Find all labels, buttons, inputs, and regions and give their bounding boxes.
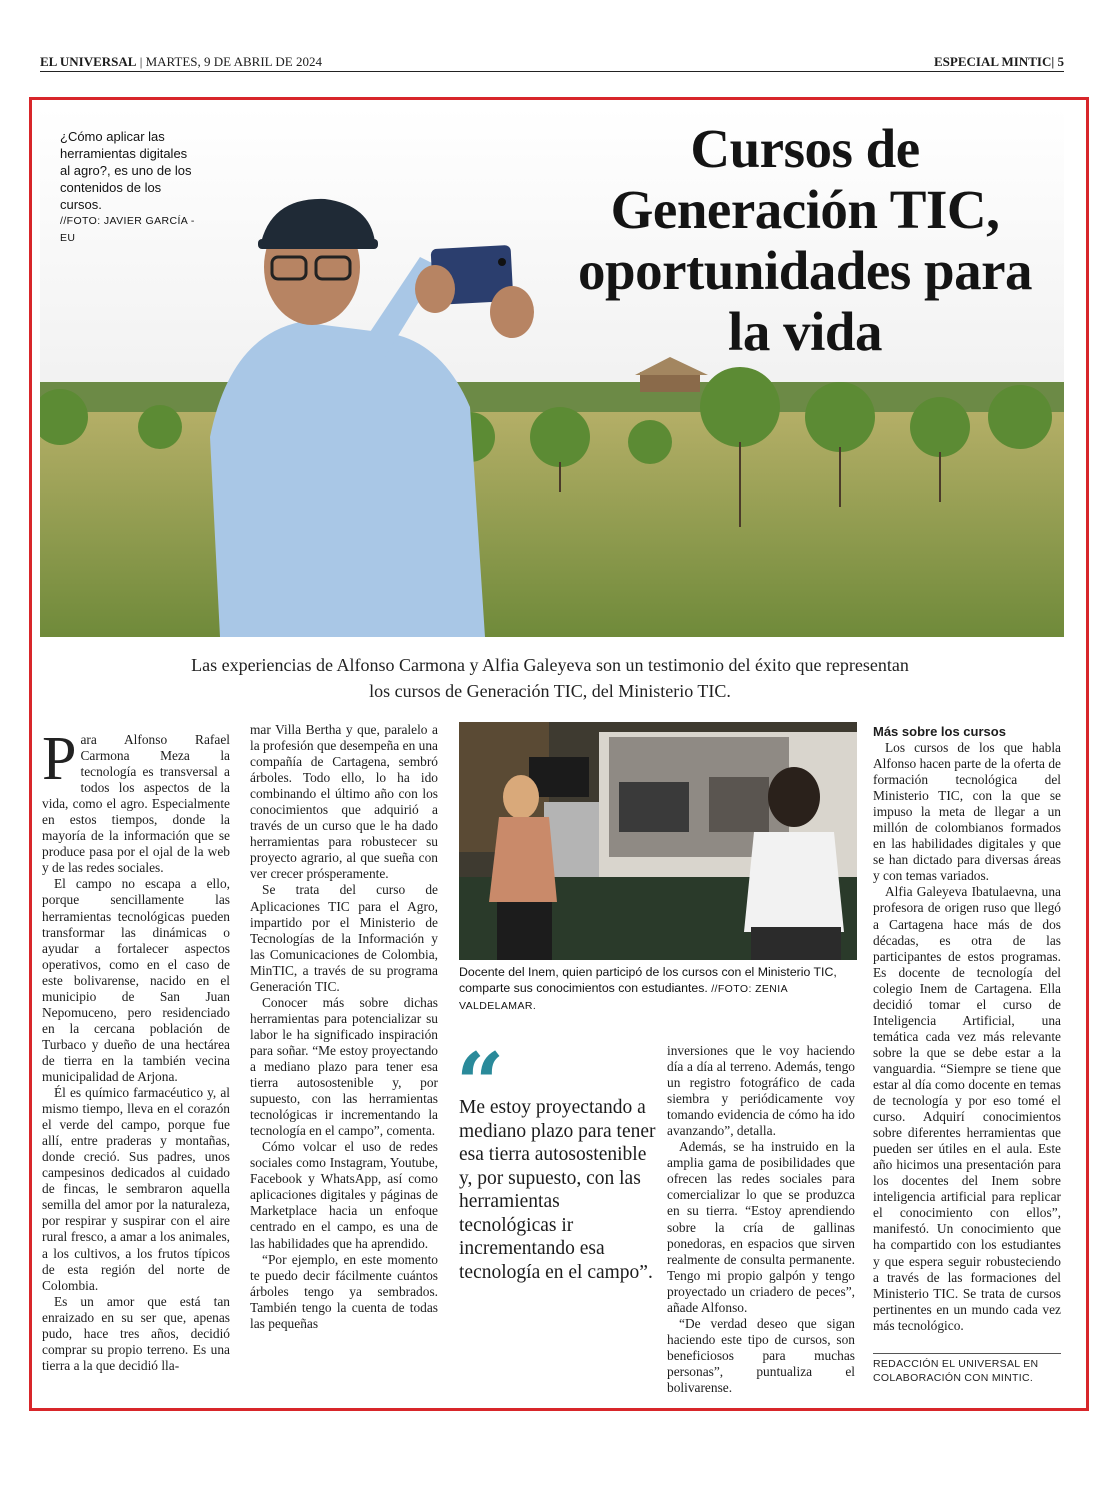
paragraph: inversiones que le voy haciendo día a día al terreno. Además, tengo un registro fotográfico de cada siembra y periódicamente voy tomando evidencia de cómo ha ido avanzando”, detalla. — [667, 1043, 855, 1139]
masthead-right: ESPECIAL MINTIC| 5 — [933, 54, 1064, 69]
hero-credit: //FOTO: JAVIER GARCÍA - EU — [60, 215, 195, 244]
paper-name: EL UNIVERSAL — [40, 54, 137, 69]
hero-caption-text: ¿Cómo aplicar las herramientas digitales al agro?, es uno de los contenidos de los cursos. — [60, 129, 192, 212]
body-column-2 — [250, 722, 438, 1332]
paragraph: Alfia Galeyeva Ibatulaevna, una profesora de origen ruso que llegó a Cartagena hace más de dos décadas, es otra de las participantes de estos programas. Es docente de tecnología del colegio Inem de Cartagena. Ella decidió tomar el curso de Inteligencia Artificial, una temática cada vez más relevante sobre la que se debe estar a la vanguardia. “Siempre se tiene que estar al día como docente en temas de tecnología y por eso tomé el curso. Adquirí conocimientos sobre diferentes herramientas que pueden ser útiles en el aula. Este año hicimos una presentación para los docentes del Inem sobre inteligencia artificial para replicar el conocimiento con ellos”, manifestó. Un conocimiento que ha compartido con los estudiantes y que espera seguir robusteciendo a través de las formaciones del Ministerio TIC. Se trata de cursos pertinentes en un mundo cada vez más tecnológico. — [873, 884, 1061, 1333]
page-number: 5 — [1057, 54, 1064, 69]
quote-mark: “ — [456, 1034, 505, 1133]
pull-quote: Me estoy proyectando a mediano plazo para tener esa tierra autosostenible y, por supuesto, con las herramientas tecnológicas ir incrementando esa tecnología en el campo”. — [459, 1097, 656, 1283]
paragraph: Es un amor que está tan enraizado en su ser que, apenas pudo, hace tres años, decidió comprar su propio terreno. Es una tierra a la que decidió lla- — [42, 1293, 230, 1373]
issue-date: MARTES, 9 DE ABRIL DE 2024 — [145, 54, 322, 69]
body-column-3 — [667, 1043, 855, 1396]
classroom-caption — [459, 964, 859, 1014]
paragraph: Los cursos de los que habla Alfonso hacen parte de la oferta de formación tecnológica del Ministerio TIC, con la que se impuso la meta de llegar a un millón de colombianos formados en las habilidades digitales y que se han dictado para diversas áreas y con temas variados. — [873, 740, 1061, 884]
classroom-caption-text: Docente del Inem, quien participó de los cursos con el Ministerio TIC, comparte sus conocimientos con estudiantes. — [459, 965, 837, 995]
paragraph: “Por ejemplo, en este momento te puedo decir fácilmente cuántos árboles tengo ya sembrados. También tengo la cuenta de todas las pequeñas — [250, 1251, 438, 1331]
masthead-left: EL UNIVERSAL | MARTES, 9 DE ABRIL DE 2024 — [40, 54, 322, 69]
hero-caption — [60, 128, 195, 247]
body-column-1 — [42, 725, 230, 1374]
drop-cap: P — [42, 725, 77, 793]
paragraph: “De verdad deseo que sigan haciendo este tipo de cursos, son beneficiosos para muchas personas”, puntualiza el bolivarense. — [667, 1315, 855, 1395]
paragraph: ara Alfonso Rafael Carmona Meza la tecnología es transversal a todos los aspectos de la vida, como el agro. Especialmente en estos tiempos, donde la mayoría de la información que se produce pasa por el ojal de la web y de las redes sociales. — [42, 732, 230, 876]
body-column-4 — [873, 740, 1061, 1334]
paragraph: Cómo volcar el uso de redes sociales como Instagram, Youtube, Facebook y WhatsApp, así como aplicaciones digitales y páginas de Marketplace hacia un enfoque centrado en el campo, es una de las habilidades que ha aprendido. — [250, 1139, 438, 1251]
sidebar-heading: Más sobre los cursos — [873, 724, 1006, 739]
masthead — [40, 52, 1064, 72]
classroom-credit: //FOTO: ZENIA VALDELAMAR. — [459, 983, 788, 1012]
paragraph: Además, se ha instruido en la amplia gama de posibilidades que ofrecen las redes sociales para comercializar lo que se produzca en su tierra. “Estoy aprendiendo sobre la cría de gallinas ponedoras, en espacios que sirven realmente de consulta permanente. Tengo mi propio galpón y tengo proyectado un criadero de peces”, añade Alfonso. — [667, 1139, 855, 1315]
classroom-photo — [459, 722, 857, 960]
section-name: ESPECIAL MINTIC — [933, 54, 1052, 69]
byline: REDACCIÓN EL UNIVERSAL EN COLABORACIÓN CON MINTIC. — [873, 1353, 1061, 1385]
paragraph: mar Villa Bertha y que, paralelo a la profesión que desempeña en una compañía de Cartagena, sembró árboles. Todo ello, lo ha ido combinando el último año con los conocimientos que adquirió a través de un curso que le ha dado herramientas para robustecer su proyecto agrario, al que sueña con ver crecer prósperamente. — [250, 722, 438, 882]
headline: Cursos de Generación TIC, oportunidades para la vida — [577, 118, 1032, 362]
paragraph: Él es químico farmacéutico y, al mismo tiempo, lleva en el corazón el verde del campo, porque fue allí, entre praderas y montañas, donde creció. Sus padres, unos campesinos dedicados al cuidado de fincas, le sembraron aquella semilla del amor por la naturaleza, por respirar y suspirar con el aire rural fresco, a amar a los animales, a los cultivos, a los frutos típicos de esta región del norte de Colombia. — [42, 1085, 230, 1293]
deck: Las experiencias de Alfonso Carmona y Alfia Galeyeva son un testimonio del éxito que representan los cursos de Generación TIC, del Ministerio TIC. — [191, 655, 909, 701]
paragraph: El campo no escapa a ello, porque sencillamente las herramientas tecnológicas pueden transformar las dinámicas o ayudar a fortalecer aspectos operativos, como en el caso de este bolivarense, nacido en el municipio de San Juan Nepomuceno, pero residenciado en la cercana población de Turbaco y dueño de una hectárea de tierra en la también vecina municipalidad de Arjona. — [42, 876, 230, 1084]
paragraph: Se trata del curso de Aplicaciones TIC para el Agro, impartido por el Ministerio de Tecnologías de la Información y las Comunicaciones de Colombia, MinTIC, a través de su programa Generación TIC. — [250, 882, 438, 994]
paragraph: Conocer más sobre dichas herramientas para potencializar su labor le ha significado inspiración para soñar. “Me estoy proyectando a mediano plazo para tener esa tierra autosostenible y, por supuesto, con las herramientas tecnológicas ir incrementando la tecnología en el campo”, comenta. — [250, 994, 438, 1139]
